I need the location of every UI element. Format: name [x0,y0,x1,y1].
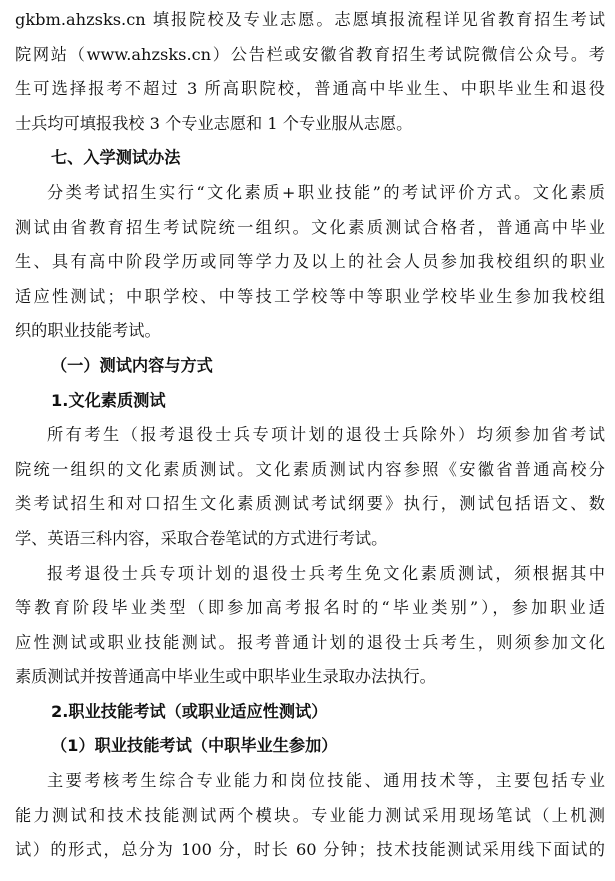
paragraph-skills [15,764,605,868]
item-heading-1: 1.文化素质测试 [51,390,166,410]
text-line: 类考试招生和对口招生文化素质测试考试纲要》执行，测试包括语文、数 [15,494,605,514]
text-line: 主要考核考生综合专业能力和岗位技能、通用技术等，主要包括专业 [47,771,605,791]
text-line: 所有考生（报考退役士兵专项计划的退役士兵除外）均须参加省考试 [47,425,605,445]
text-line: 分类考试招生实行“文化素质+职业技能”的考试评价方式。文化素质 [47,182,605,202]
text-line: 适应性测试；中职学校、中等技工学校等中等职业学校毕业生参加我校组 [15,286,605,306]
item-heading-2: 2.职业技能考试（或职业适应性测试） [51,701,328,721]
section-heading-7: 七、入学测试办法 [51,148,181,168]
text-line: 报考退役士兵专项计划的退役士兵考生免文化素质测试，须根据其中 [47,563,605,583]
document-page [15,0,605,868]
paragraph-enrollment [15,3,605,141]
text-line: 素质测试并按普通高中毕业生或中职毕业生录取办法执行。 [15,667,436,687]
text-line: 测试由省教育招生考试院统一组织。文化素质测试合格者，普通高中毕业 [15,217,605,237]
subsection-heading-1: （一）测试内容与方式 [51,355,213,375]
text-line: 试）的形式，总分为 100 分，时长 60 分钟；技术技能测试采用线下面试的 [15,840,605,860]
text-line: gkbm.ahzsks.cn 填报院校及专业志愿。志愿填报流程详见省教育招生考试 [15,10,605,29]
paragraph-method [15,176,605,349]
paragraph-veterans [15,557,605,695]
paragraph-culture [15,418,605,556]
text-line: 应性测试或职业技能测试。报考普通计划的退役士兵考生，则须参加文化 [15,632,605,652]
item-heading-2-1: （1）职业技能考试（中职毕业生参加） [51,736,338,756]
text-line: 院统一组织的文化素质测试。文化素质测试内容参照《安徽省普通高校分 [15,459,605,479]
text-line: 生可选择报考不超过 3 所高职院校，普通高中毕业生、中职毕业生和退役 [15,79,605,99]
text-line: 织的职业技能考试。 [15,321,161,341]
text-line: 院网站（www.ahzsks.cn）公告栏或安徽省教育招生考试院微信公众号。考 [15,44,605,64]
text-line: 等教育阶段毕业类型（即参加高考报名时的“毕业类别”），参加职业适 [15,598,605,618]
text-line: 学、英语三科内容，采取合卷笔试的方式进行考试。 [15,528,388,548]
text-line: 生、具有高中阶段学历或同等学力及以上的社会人员参加我校组织的职业 [15,252,605,272]
text-line: 士兵均可填报我校 3 个专业志愿和 1 个专业服从志愿。 [15,113,413,133]
text-line: 能力测试和技术技能测试两个模块。专业能力测试采用现场笔试（上机测 [15,805,605,825]
